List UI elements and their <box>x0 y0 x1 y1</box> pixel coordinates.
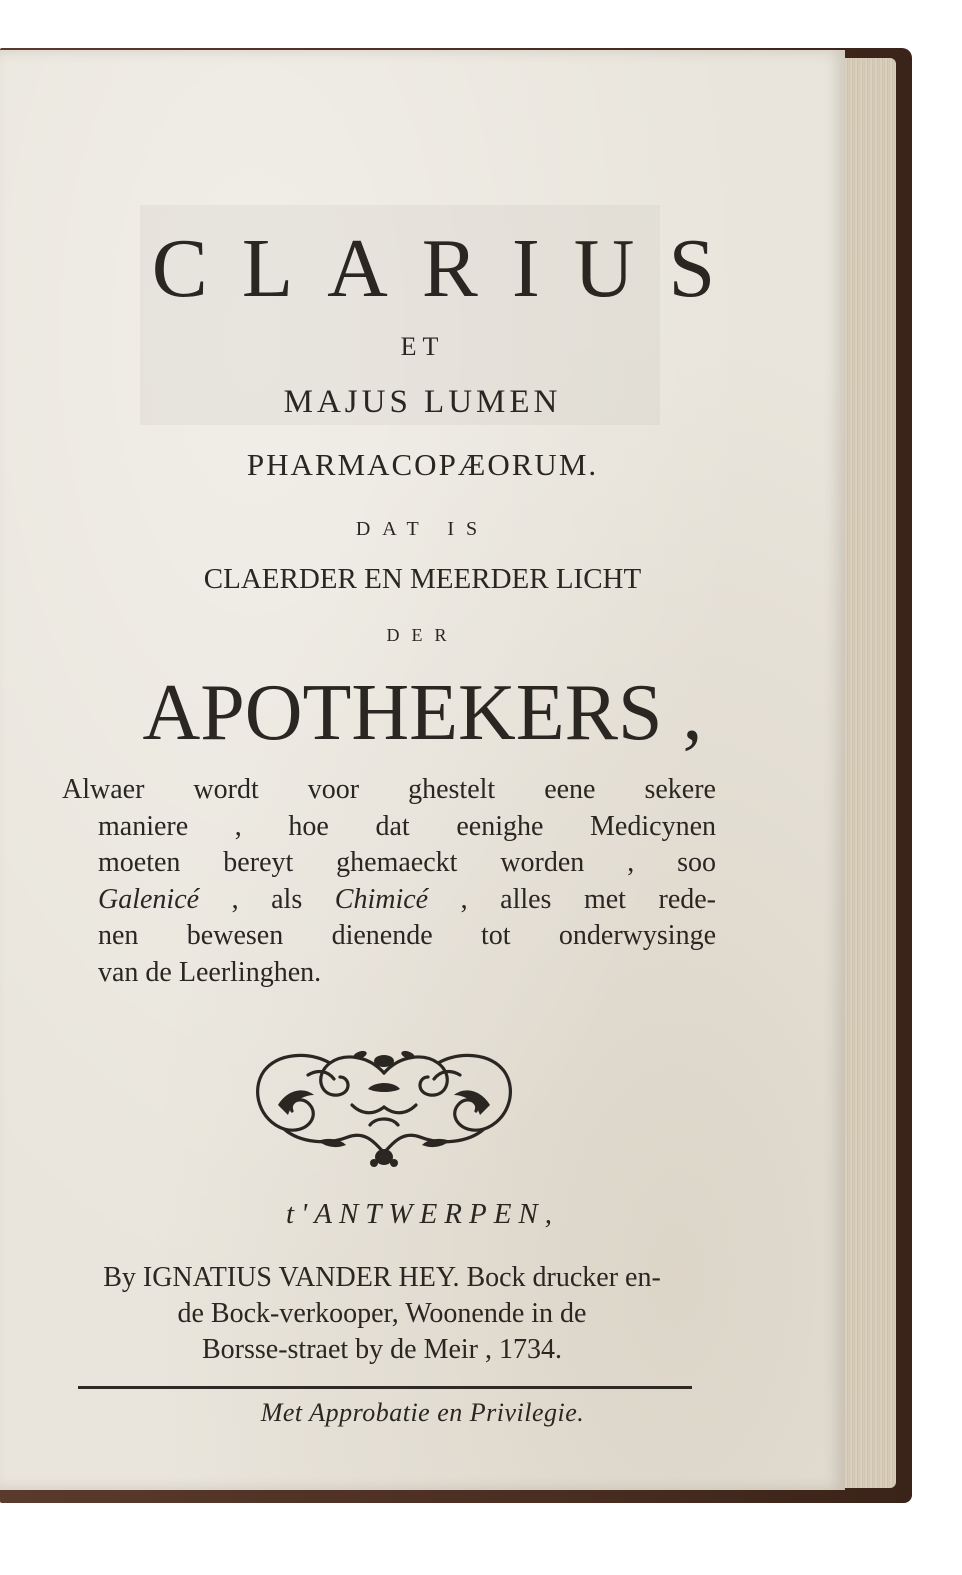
description-line: van de Leerlinghen. <box>98 956 322 988</box>
description-line: maniere , hoe dat eenighe Medicynen <box>98 810 716 842</box>
title-page <box>0 50 845 1490</box>
floral-vignette-icon <box>248 1045 520 1170</box>
description-text: , alles met rede- <box>428 883 716 915</box>
imprint-line: Borsse-straet by de Meir , 1734. <box>201 1334 563 1365</box>
description-line: nen bewesen dienende tot onderwysinge <box>98 920 716 951</box>
description-line: moeten bereyt ghemaeckt worden , soo <box>98 847 716 878</box>
description-block <box>62 772 716 991</box>
title-majus-lumen: MAJUS LUMEN <box>283 384 562 420</box>
title-et: ET <box>400 332 445 361</box>
description-text: , als <box>199 883 335 915</box>
title-dat-is: DAT IS <box>355 518 490 540</box>
title-clarius: CLARIUS <box>151 222 750 315</box>
imprint-block <box>52 1260 712 1368</box>
description-line-galenice <box>62 882 716 919</box>
imprint-line: de Bock-verkooper, Woonende in de <box>177 1298 587 1329</box>
galenice-italic: Galenicé <box>98 883 200 915</box>
imprint-line: By IGNATIUS VANDER HEY. Bock drucker en- <box>103 1262 661 1293</box>
imprint-place: t'ANTWERPEN, <box>285 1198 560 1230</box>
description-line: Alwaer wordt voor ghestelt eene sekere <box>62 774 716 805</box>
chimice-italic: Chimicé <box>334 883 429 915</box>
approbation-line: Met Approbatie en Privilegie. <box>260 1398 585 1427</box>
horizontal-rule <box>78 1386 692 1389</box>
title-der: DER <box>386 625 459 645</box>
title-pharmacopaeorum: PHARMACOPÆORUM. <box>246 447 599 482</box>
title-apothekers: APOTHEKERS , <box>142 669 703 757</box>
title-claerder: CLAERDER EN MEERDER LICHT <box>203 563 642 595</box>
